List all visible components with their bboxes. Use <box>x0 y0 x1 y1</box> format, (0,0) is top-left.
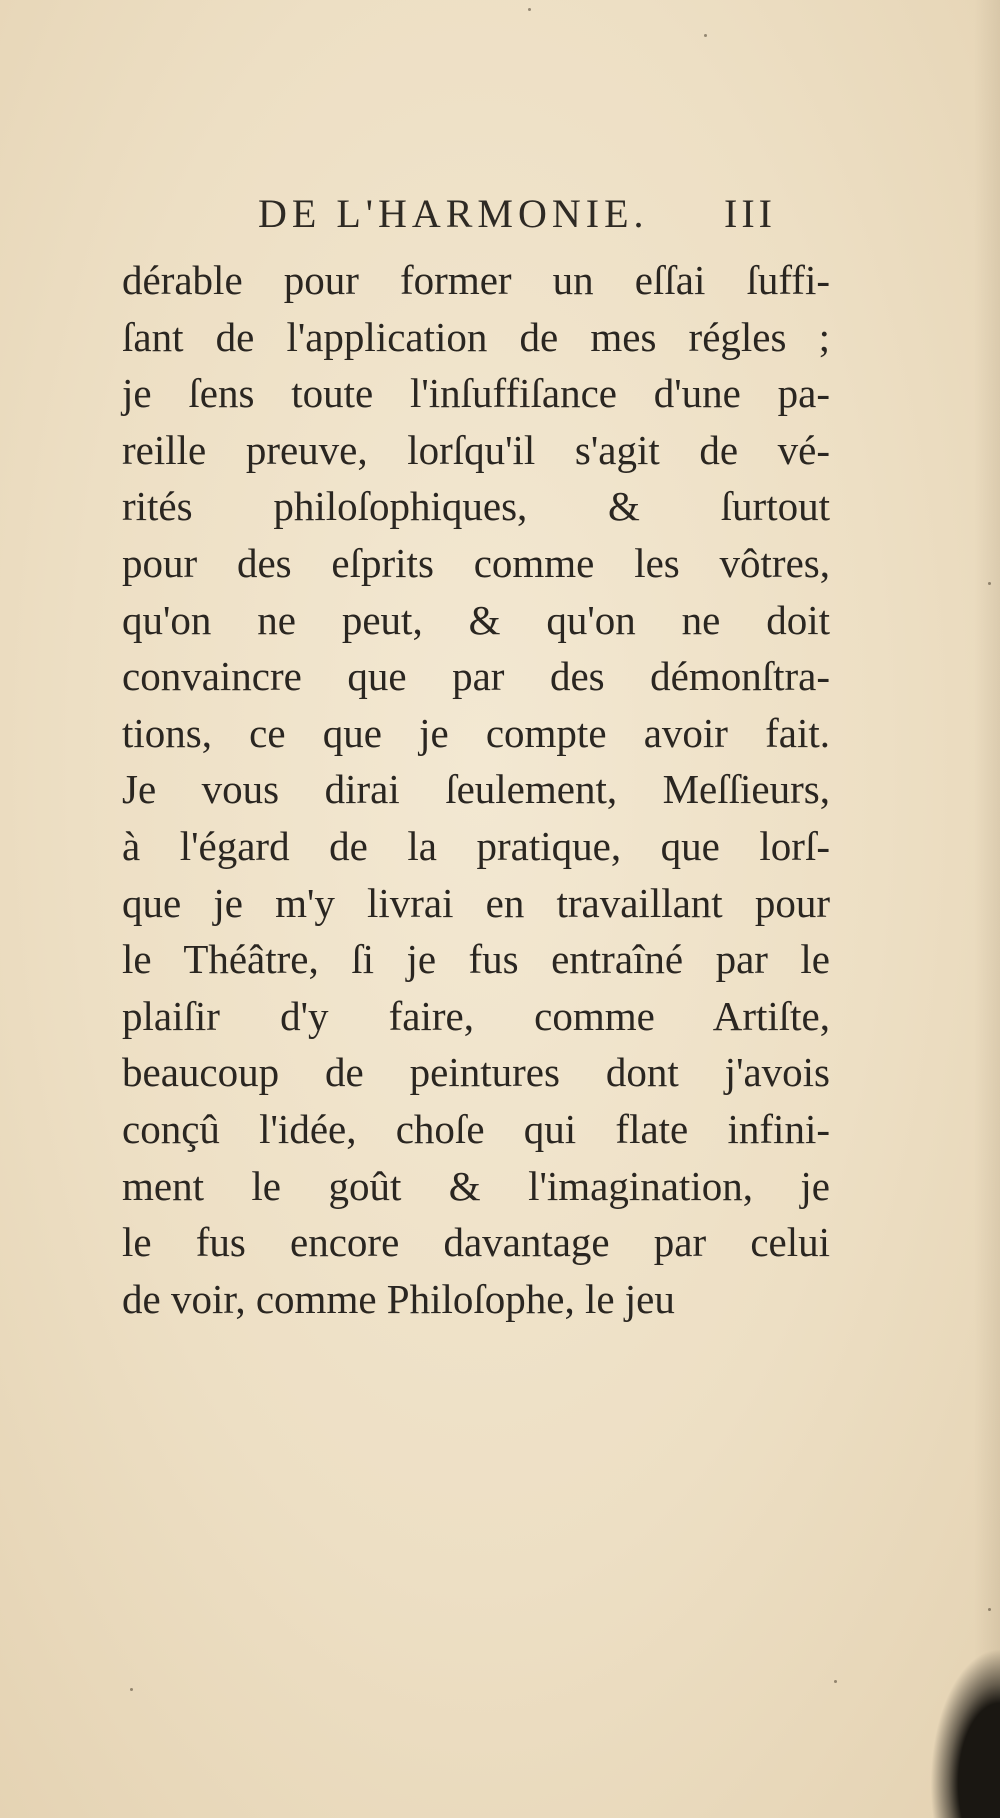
text-line: à l'égard de la pratique, que lorſ- <box>122 822 830 869</box>
text-line: que je m'y livrai en travaillant pour <box>122 879 830 926</box>
text-line: le Théâtre, ſi je fus entraîné par le <box>122 936 830 983</box>
text-line: plaiſir d'y faire, comme Artiſte, <box>122 992 830 1039</box>
text-line: rités philoſophiques, & ſurtout <box>122 483 830 530</box>
text-line: convaincre que par des démonſtra- <box>122 653 830 700</box>
paper-speck <box>130 1688 133 1691</box>
text-line: reille preuve, lorſqu'il s'agit de vé- <box>122 426 830 473</box>
text-line: pour des eſprits comme les vôtres, <box>122 539 830 586</box>
text-line: qu'on ne peut, & qu'on ne doit <box>122 596 830 643</box>
page-number: III <box>724 191 776 236</box>
text-line: Je vous dirai ſeulement, Meſſieurs, <box>122 766 830 813</box>
body-text <box>122 252 830 1327</box>
text-line: dérable pour former un eſſai ſuffi- <box>122 257 830 303</box>
paper-speck <box>528 8 531 11</box>
paper-speck <box>834 1680 837 1683</box>
running-head-title: DE L'HARMONIE. <box>258 191 649 236</box>
page-edge-shade <box>974 0 1000 1818</box>
text-line: tions, ce que je compte avoir fait. <box>122 709 830 756</box>
text-line: le fus encore davantage par celui <box>122 1219 830 1266</box>
text-line: ſant de l'application de mes régles ; <box>122 313 830 360</box>
page-corner-shadow <box>930 1648 1000 1818</box>
text-line: ment le goût & l'imagination, je <box>122 1162 830 1209</box>
text-line: beaucoup de peintures dont j'avois <box>122 1049 830 1096</box>
paper-speck <box>988 1608 991 1611</box>
paper-speck <box>704 34 707 37</box>
text-line: conçû l'idée, choſe qui flate infini- <box>122 1105 830 1152</box>
paper-speck <box>988 582 991 585</box>
text-line: de voir, comme Philoſophe, le jeu <box>122 1275 675 1322</box>
text-line: je ſens toute l'inſuffiſance d'une pa- <box>122 370 830 417</box>
running-head <box>118 190 858 250</box>
